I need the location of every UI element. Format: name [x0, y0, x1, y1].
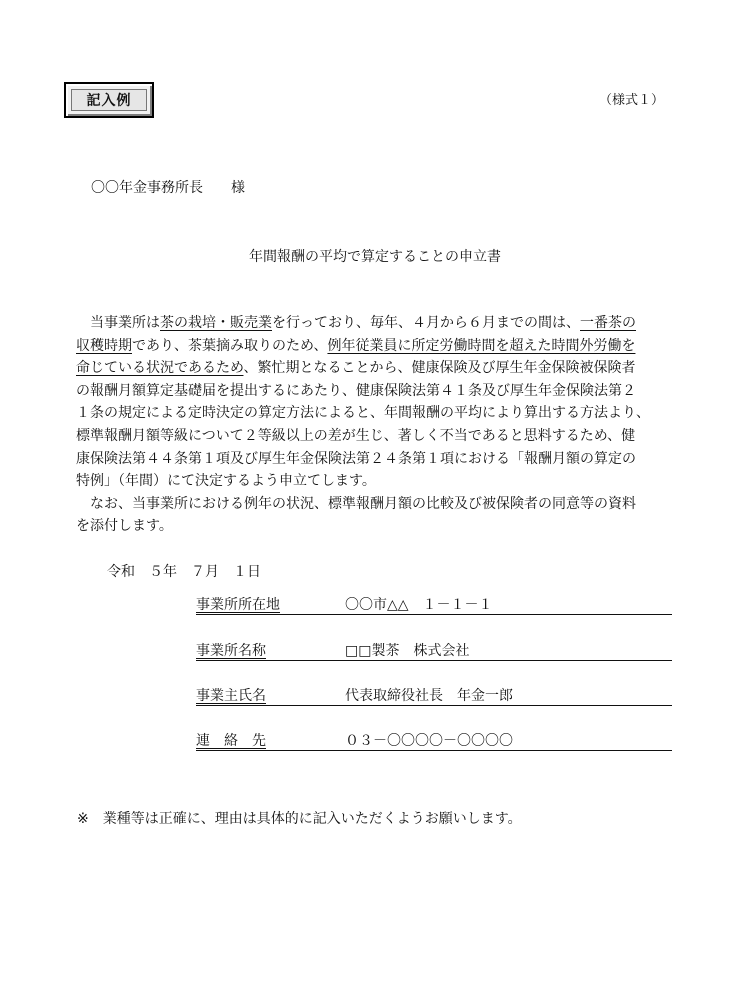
underlined-text: 命じている状況であるため	[76, 360, 244, 377]
underlined-text: 例年従業員に所定労働時間を超えた時間外労働を	[327, 337, 636, 354]
sample-badge	[64, 82, 154, 118]
field-value: □□製茶 株式会社	[345, 643, 470, 659]
underlined-text: 茶の栽培・販売業	[160, 315, 272, 331]
body-line-6: 標準報酬月額等級について２等級以上の差が生じ、著しく不当であると思料するため、健	[76, 427, 636, 444]
underlined-text: 一番茶の	[580, 315, 636, 331]
badge-label: 記入例	[86, 93, 132, 109]
footnote: ※ 業種等は正確に、理由は具体的に記入いただくようお願いします。	[77, 811, 522, 827]
field-employer-name	[196, 685, 672, 706]
recipient: 〇〇年金事務所長 様	[91, 180, 245, 196]
field-value: 〇〇市△△ １－１－１	[345, 597, 493, 613]
body-text: を行っており、毎年、４月から６月までの間は、	[272, 315, 580, 331]
body-line-7: 康保険法第４４条第１項及び厚生年金保険法第２４条第１項における「報酬月額の算定の	[76, 450, 636, 467]
body-text: 当事業所は	[76, 315, 160, 331]
field-value: ０３－〇〇〇〇－〇〇〇〇	[345, 733, 513, 749]
field-label: 事業所所在地	[196, 597, 280, 613]
body-line-4: の報酬月額算定基礎届を提出するにあたり、健康保険法第４１条及び厚生年金保険法第２	[76, 382, 636, 399]
field-office-name	[196, 640, 672, 661]
body-line-10: を添付します。	[76, 518, 173, 535]
body-line-3	[76, 357, 676, 380]
field-value: 代表取締役社長 年金一郎	[345, 688, 513, 704]
field-office-address	[196, 594, 672, 615]
field-label: 事業主氏名	[196, 688, 266, 704]
form-number: （様式１）	[598, 93, 664, 108]
field-label: 連 絡 先	[196, 733, 266, 749]
body-line-5: １条の規定による定時決定の算定方法によると、年間報酬の平均により算出する方法より、	[76, 405, 650, 422]
body-line-1	[76, 312, 676, 335]
underlined-text: 収穫時期	[76, 337, 132, 354]
document-title: 年間報酬の平均で算定することの申立書	[249, 249, 501, 265]
field-label: 事業所名称	[196, 643, 266, 659]
body-line-2	[76, 335, 676, 358]
body-line-8: 特例」（年間）にて決定するよう申立てします。	[76, 473, 376, 490]
application-date: 令和 ５年 ７月 １日	[107, 564, 261, 580]
field-contact	[196, 730, 672, 751]
body-line-9: なお、当事業所における例年の状況、標準報酬月額の比較及び被保険者の同意等の資料	[76, 495, 636, 512]
body-paragraph	[76, 312, 676, 538]
body-text: 、繁忙期となることから、健康保険及び厚生年金保険被保険者	[243, 360, 636, 377]
body-text: であり、茶葉摘み取りのため、	[132, 337, 328, 354]
